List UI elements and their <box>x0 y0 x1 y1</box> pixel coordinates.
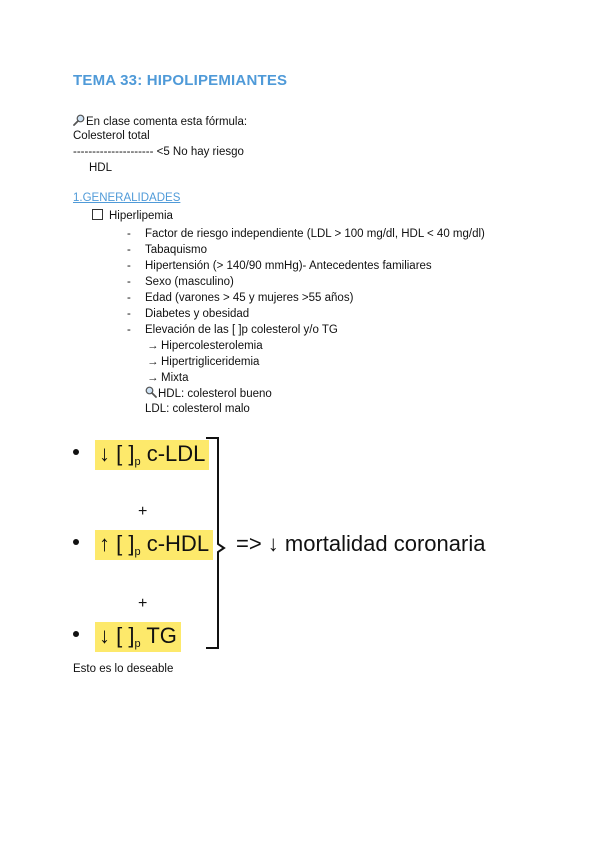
magnifier-icon <box>145 386 157 398</box>
right-brace-icon <box>200 436 240 652</box>
risk-factor-list <box>127 226 485 338</box>
checkbox-icon <box>92 209 103 220</box>
formula-fraction-line: --------------------- <5 No hay riesgo <box>73 146 244 158</box>
formula-denominator: HDL <box>89 162 113 174</box>
bullet-icon <box>73 631 79 637</box>
list-item: - Hipertensión (> 140/90 mmHg)- Antecedentes familiares <box>127 260 432 272</box>
footer-note: Esto es lo deseable <box>73 663 174 675</box>
bullet-icon <box>73 449 79 455</box>
plus-sign: + <box>138 595 148 612</box>
ldl-note: LDL: colesterol malo <box>145 403 250 415</box>
right-arrow-icon: → <box>147 372 159 384</box>
list-item: - Sexo (masculino) <box>127 276 234 288</box>
dyslipidemia-types <box>147 338 263 386</box>
intro-comment-text: En clase comenta esta fórmula: <box>86 116 248 128</box>
section-heading[interactable]: 1.GENERALIDADES <box>73 192 181 204</box>
highlight-ldl: ↓ [ ]$_p$ c-LDL <box>95 440 209 470</box>
sub-list-item: → Mixta <box>147 372 189 384</box>
page-title: TEMA 33: HIPOLIPEMIANTES <box>73 72 288 89</box>
sub-list-item: → Hipercolesterolemia <box>147 340 263 352</box>
right-arrow-icon: → <box>147 340 159 352</box>
checkbox-item <box>92 209 173 223</box>
list-item: - Diabetes y obesidad <box>127 308 250 320</box>
list-item: - Tabaquismo <box>127 244 208 256</box>
list-item: - Elevación de las [ ]p colesterol y/o TG <box>127 324 338 336</box>
intro-comment <box>73 114 247 129</box>
highlight-tg: ↓ [ ]$_p$ TG <box>95 622 181 652</box>
formula-numerator: Colesterol total <box>73 130 150 142</box>
bullet-icon <box>73 539 79 545</box>
plus-sign: + <box>138 503 148 520</box>
hdl-note: HDL: colesterol bueno <box>145 386 272 401</box>
right-arrow-icon: → <box>147 356 159 368</box>
highlight-hdl: ↑ [ ]$_p$ c-HDL <box>95 530 213 560</box>
sub-list-item: → Hipertrigliceridemia <box>147 356 260 368</box>
list-item: - Edad (varones > 45 y mujeres >55 años) <box>127 292 354 304</box>
list-item: - Factor de riesgo independiente (LDL > 100 mg/dl, HDL < 40 mg/dl) <box>127 228 485 240</box>
formula-result: => ↓ mortalidad coronaria <box>236 531 486 556</box>
checkbox-item-label: Hiperlipemia <box>109 210 173 222</box>
magnifier-icon <box>73 114 85 126</box>
